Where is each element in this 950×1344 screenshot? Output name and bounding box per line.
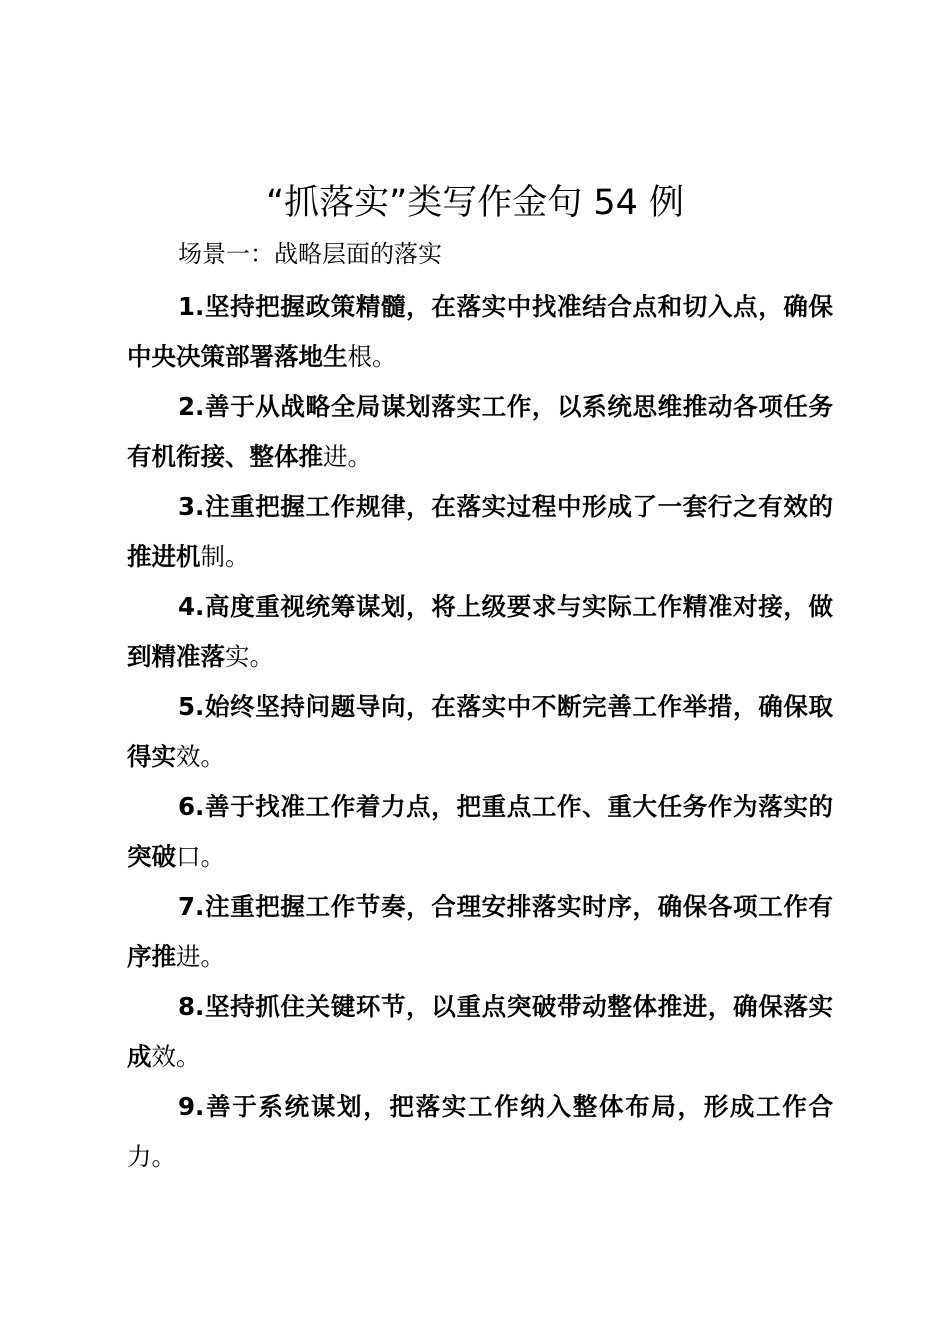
item-bold-text: 6.善于找准工作着力点，把重点工作、重大任务作为落实的突破 [127,792,833,871]
list-item [127,482,833,582]
list-item [127,382,833,482]
item-bold-text: 7.注重把握工作节奏，合理安排落实时序，确保各项工作有序推 [127,892,833,971]
list-item [127,982,833,1082]
item-normal-text: 进。 [176,942,225,971]
list-item [127,682,833,782]
item-bold-text: 3.注重把握工作规律，在落实过程中形成了一套行之有效的推进机 [127,492,833,571]
sentence-list [127,282,833,1182]
item-normal-text: 口。 [176,842,225,871]
document-title: “抓落实”类写作金句 54 例 [265,183,685,223]
item-normal-text: 效。 [151,1042,201,1071]
list-item [127,882,833,982]
item-bold-text: 8.坚持抓住关键环节，以重点突破带动整体推进，确保落实成 [127,992,833,1071]
scene-heading: 场景一：战略层面的落实 [178,240,442,268]
item-normal-text: 实。 [225,642,274,671]
item-bold-text: 2.善于从战略全局谋划落实工作，以系统思维推动各项任务有机衔接、整体推 [127,392,833,471]
item-normal-text: 根。 [347,342,397,371]
item-bold-text: 1.坚持把握政策精髓，在落实中找准结合点和切入点，确保中央决策部署落地生 [127,292,833,371]
item-normal-text: 效。 [176,742,225,771]
item-bold-text: 4.高度重视统筹谋划，将上级要求与实际工作精准对接，做到精准落 [127,592,833,671]
item-normal-text: 进。 [323,442,372,471]
item-normal-text: 制。 [200,542,250,571]
list-item [127,782,833,882]
item-bold-text: 9.善于系统谋划，把落实工作纳入整体布局，形成工作合 [178,1092,833,1121]
item-normal-text: 力。 [127,1142,176,1171]
item-bold-text: 5.始终坚持问题导向，在落实中不断完善工作举措，确保取得实 [127,692,833,771]
list-item [127,282,833,382]
list-item [127,1082,833,1182]
list-item [127,582,833,682]
